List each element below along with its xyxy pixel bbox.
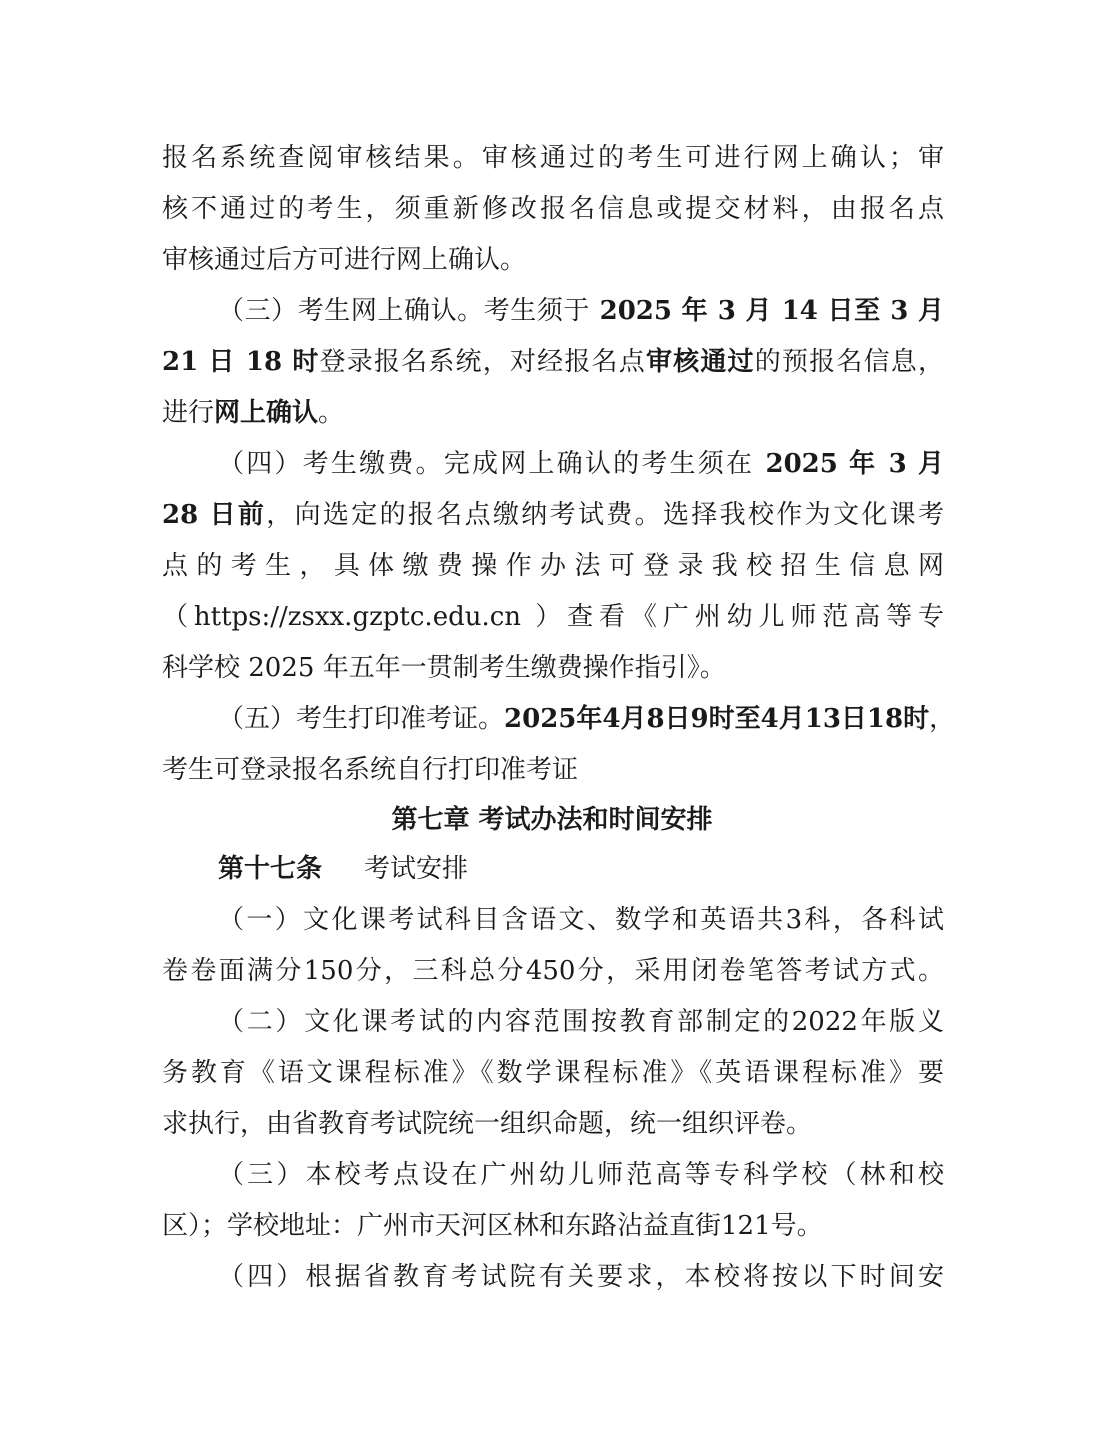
paragraph-line: [162, 391, 944, 435]
paragraph-line: [162, 340, 944, 384]
paragraph-line: [162, 493, 944, 537]
text-span: 。: [318, 398, 345, 428]
paragraph-line: 科学校 2025 年五年一贯制考生缴费操作指引》。: [162, 653, 726, 683]
bold-date-span: 2025 年 3 月: [754, 449, 944, 479]
item-line: 区）；学校地址：广州市天河区林和东路沾益直街121号。: [162, 1211, 823, 1241]
text-span: 进行: [162, 398, 215, 428]
paragraph-line: 核不通过的考生，须重新修改报名信息或提交材料，由报名点: [162, 194, 944, 224]
item-line: （一）文化课考试科目含语文、数学和英语共3科，各科试: [218, 905, 944, 935]
item-line: （二）文化课考试的内容范围按教育部制定的2022年版义: [218, 1007, 944, 1037]
text-span: （三）考生网上确认。考生须于: [218, 296, 590, 326]
text-span: 登录报名系统，对经报名点: [319, 347, 646, 377]
text-span: ，向选定的报名点缴纳考试费。选择我校作为文化课考: [266, 500, 944, 530]
paragraph-line: [218, 442, 944, 486]
item-line: （四）根据省教育考试院有关要求，本校将按以下时间安: [218, 1262, 944, 1292]
chapter-heading: 第七章 考试办法和时间安排: [391, 805, 713, 835]
item-line: （三）本校考点设在广州幼儿师范高等专科学校（林和校: [218, 1160, 944, 1190]
paragraph-line: [218, 289, 944, 333]
paragraph-line: 报名系统查阅审核结果。审核通过的考生可进行网上确认；审: [162, 143, 944, 173]
paragraph-line: [218, 697, 956, 741]
item-line: 卷卷面满分150分，三科总分450分，采用闭卷笔答考试方式。: [162, 956, 944, 986]
bold-date-span: 2025年4月8日9时至4月13日18时: [504, 704, 930, 734]
paragraph-line: 审核通过后方可进行网上确认。: [162, 245, 527, 275]
article-heading: [218, 847, 468, 891]
bold-text-span: 审核通过: [645, 347, 755, 377]
text-span: （四）考生缴费。完成网上确认的考生须在: [218, 449, 755, 479]
bold-date-span: 21 日 18 时: [162, 347, 320, 377]
paragraph-line: 考生可登录报名系统自行打印准考证: [162, 755, 579, 785]
bold-date-span: 2025 年 3 月 14 日至 3 月: [590, 296, 944, 326]
article-subtitle: 考试安排: [364, 854, 469, 884]
item-line: 求执行，由省教育考试院统一组织命题，统一组织评卷。: [162, 1109, 813, 1139]
text-span: ，: [929, 704, 956, 734]
bold-date-span: 28 日前: [162, 500, 267, 530]
url-line: （https://zsxx.gzptc.edu.cn ）查看《广州幼儿师范高等专: [162, 602, 944, 632]
bold-text-span: 网上确认: [214, 398, 319, 428]
text-span: （五）考生打印准考证。: [218, 704, 505, 734]
item-line: 务教育《语文课程标准》《数学课程标准》《英语课程标准》要: [162, 1058, 944, 1088]
article-number: 第十七条: [218, 854, 323, 884]
text-span: 的预报名信息，: [754, 347, 944, 377]
paragraph-line: 点的考生，具体缴费操作办法可登录我校招生信息网: [162, 551, 944, 581]
